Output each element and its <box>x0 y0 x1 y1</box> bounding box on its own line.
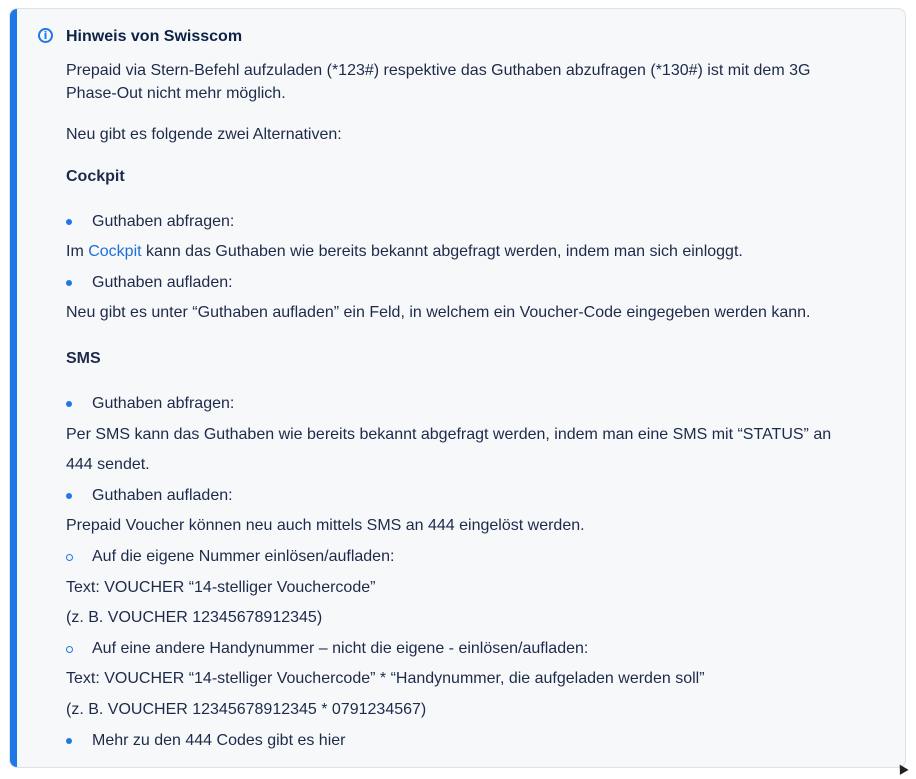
intro-line-2: Phase-Out nicht mehr möglich. <box>66 85 286 102</box>
cockpit-bullet-query: Guthaben abfragen: <box>92 213 235 230</box>
circle-bullet-icon <box>66 554 73 561</box>
bullet-icon <box>66 738 72 744</box>
sms-sub-own-text: Text: VOUCHER “14-stelliger Vouchercode” <box>66 579 376 596</box>
sms-sub-other-text: Text: VOUCHER “14-stelliger Vouchercode” * “Handynummer, die aufgeladen werden soll” <box>66 670 705 687</box>
sms-bullet-topup: Guthaben aufladen: <box>92 487 233 504</box>
more-444-codes-link[interactable]: Mehr zu den 444 Codes gibt es hier <box>92 732 346 749</box>
sms-sub-own-number: Auf die eigene Nummer einlösen/aufladen: <box>92 548 395 565</box>
notice-accent-bar <box>10 9 17 767</box>
sms-query-text-2: 444 sendet. <box>66 456 150 473</box>
sms-bullet-query: Guthaben abfragen: <box>92 395 235 412</box>
sms-sub-other-example: (z. B. VOUCHER 12345678912345 * 0791234567) <box>66 701 427 718</box>
sms-query-text-1: Per SMS kann das Guthaben wie bereits bekannt abgefragt werden, indem man eine SMS mit “STATUS” an <box>66 426 832 443</box>
cockpit-heading: Cockpit <box>66 168 125 185</box>
info-icon: i <box>38 28 53 43</box>
swisscom-notice-card <box>9 8 906 768</box>
bullet-icon <box>66 280 72 286</box>
cockpit-link[interactable]: Cockpit <box>88 243 142 260</box>
notice-title: Hinweis von Swisscom <box>66 28 243 45</box>
alternatives-text: Neu gibt es folgende zwei Alternativen: <box>66 126 342 143</box>
cockpit-query-text: Im Cockpit kann das Guthaben wie bereits bekannt abgefragt werden, indem man sich einloggt. <box>66 243 743 260</box>
circle-bullet-icon <box>66 646 73 653</box>
bullet-icon <box>66 493 72 499</box>
cockpit-topup-text: Neu gibt es unter “Guthaben aufladen” ein Feld, in welchem ein Voucher-Code eingegeben werden kann. <box>66 304 811 321</box>
sms-sub-other-number: Auf eine andere Handynummer – nicht die eigene - einlösen/aufladen: <box>92 640 589 657</box>
sms-topup-text: Prepaid Voucher können neu auch mittels SMS an 444 eingelöst werden. <box>66 517 585 534</box>
sms-heading: SMS <box>66 350 101 367</box>
intro-line-1: Prepaid via Stern-Befehl aufzuladen (*123#) respektive das Guthaben abzufragen (*130#) ist mit dem 3G <box>66 62 811 79</box>
cockpit-bullet-topup: Guthaben aufladen: <box>92 274 233 291</box>
sms-sub-own-example: (z. B. VOUCHER 12345678912345) <box>66 609 323 626</box>
bullet-icon <box>66 401 72 407</box>
bullet-icon <box>66 219 72 225</box>
